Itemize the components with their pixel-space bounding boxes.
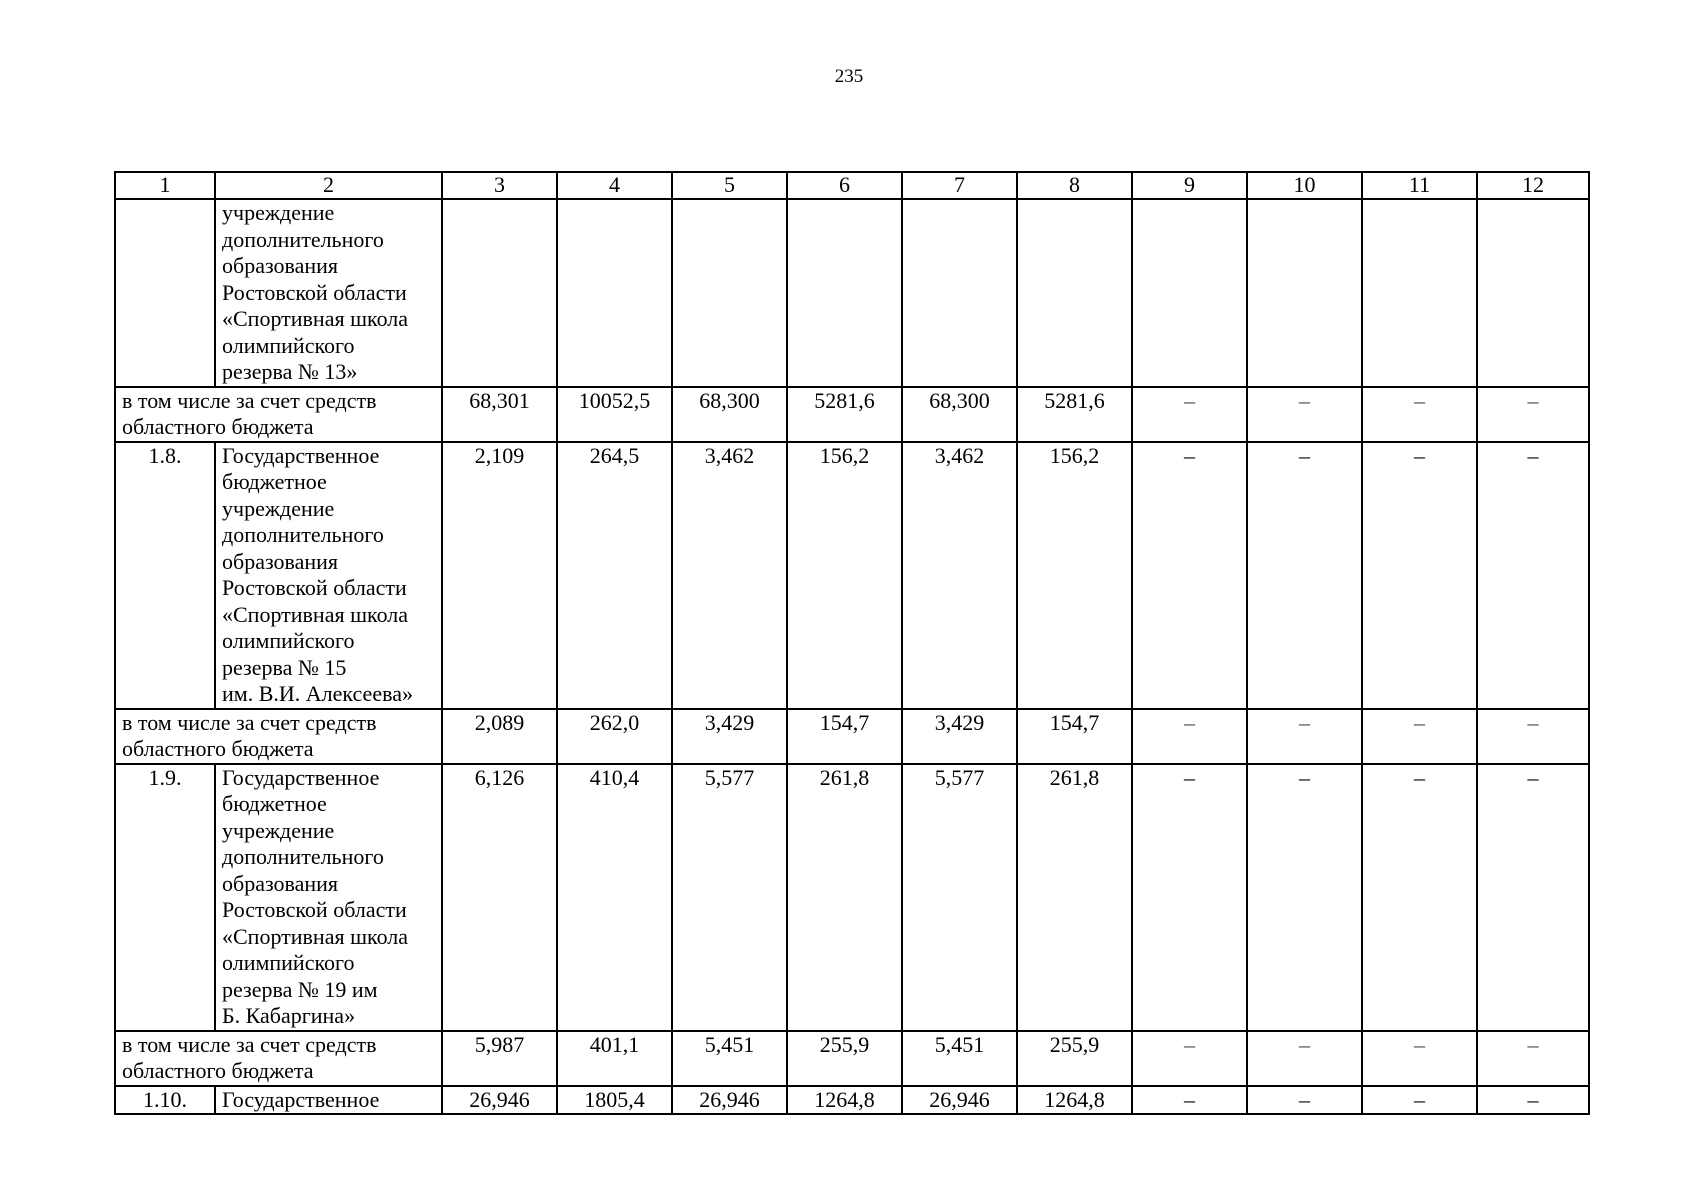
column-number-11: 11 — [1362, 172, 1477, 199]
value-cell-col-3: 6,126 — [442, 764, 557, 1031]
value-cell-col-11: – — [1362, 1031, 1477, 1086]
column-number-4: 4 — [557, 172, 672, 199]
value-cell-col-11: – — [1362, 709, 1477, 764]
value-cell-col-11: – — [1362, 442, 1477, 709]
value-cell-col-5: 3,429 — [672, 709, 787, 764]
value-cell-col-4: 262,0 — [557, 709, 672, 764]
value-cell-col-7: 68,300 — [902, 387, 1017, 442]
value-cell-col-8: 156,2 — [1017, 442, 1132, 709]
value-cell-col-9: – — [1132, 442, 1247, 709]
value-cell-col-5: 26,946 — [672, 1086, 787, 1115]
row-label-cell: в том числе за счет средств областного бюджета — [115, 709, 442, 764]
empty-cell — [1477, 199, 1589, 387]
value-cell-col-6: 154,7 — [787, 709, 902, 764]
value-cell-col-4: 264,5 — [557, 442, 672, 709]
value-cell-col-4: 1805,4 — [557, 1086, 672, 1115]
value-cell-col-9: – — [1132, 1086, 1247, 1115]
institution-row — [115, 1086, 1589, 1115]
value-cell-col-6: 1264,8 — [787, 1086, 902, 1115]
value-cell-col-4: 410,4 — [557, 764, 672, 1031]
value-cell-col-11: – — [1362, 1086, 1477, 1115]
empty-cell — [672, 199, 787, 387]
value-cell-col-10: – — [1247, 1031, 1362, 1086]
regional-budget-row — [115, 1031, 1589, 1086]
value-cell-col-7: 26,946 — [902, 1086, 1017, 1115]
empty-cell — [1132, 199, 1247, 387]
value-cell-col-10: – — [1247, 764, 1362, 1031]
value-cell-col-8: 1264,8 — [1017, 1086, 1132, 1115]
value-cell-col-10: – — [1247, 709, 1362, 764]
column-number-7: 7 — [902, 172, 1017, 199]
column-number-6: 6 — [787, 172, 902, 199]
value-cell-col-9: – — [1132, 764, 1247, 1031]
value-cell-col-8: 261,8 — [1017, 764, 1132, 1031]
institution-name-cell: учреждение дополнительного образования Ростовской области «Спортивная школа олимпийского резерва № 13» — [215, 199, 442, 387]
value-cell-col-8: 154,7 — [1017, 709, 1132, 764]
value-cell-col-9: – — [1132, 709, 1247, 764]
empty-cell — [902, 199, 1017, 387]
value-cell-col-6: 156,2 — [787, 442, 902, 709]
column-number-9: 9 — [1132, 172, 1247, 199]
column-number-1: 1 — [115, 172, 215, 199]
value-cell-col-12: – — [1477, 764, 1589, 1031]
value-cell-col-10: – — [1247, 442, 1362, 709]
value-cell-col-11: – — [1362, 764, 1477, 1031]
value-cell-col-8: 255,9 — [1017, 1031, 1132, 1086]
value-cell-col-3: 2,089 — [442, 709, 557, 764]
empty-cell — [1247, 199, 1362, 387]
value-cell-col-7: 5,451 — [902, 1031, 1017, 1086]
budget-table — [114, 171, 1590, 1115]
value-cell-col-3: 26,946 — [442, 1086, 557, 1115]
column-number-3: 3 — [442, 172, 557, 199]
value-cell-col-5: 5,577 — [672, 764, 787, 1031]
value-cell-col-7: 3,429 — [902, 709, 1017, 764]
empty-cell — [787, 199, 902, 387]
value-cell-col-5: 3,462 — [672, 442, 787, 709]
value-cell-col-8: 5281,6 — [1017, 387, 1132, 442]
value-cell-col-12: – — [1477, 387, 1589, 442]
institution-name-cell: Государственное бюджетное учреждение дополнительного образования Ростовской области «Спортивная школа олимпийского резерва № 15 им. В.И. Алексеева» — [215, 442, 442, 709]
column-number-10: 10 — [1247, 172, 1362, 199]
value-cell-col-6: 255,9 — [787, 1031, 902, 1086]
value-cell-col-5: 68,300 — [672, 387, 787, 442]
empty-cell — [1362, 199, 1477, 387]
value-cell-col-11: – — [1362, 387, 1477, 442]
row-number-cell — [115, 199, 215, 387]
value-cell-col-7: 3,462 — [902, 442, 1017, 709]
value-cell-col-10: – — [1247, 1086, 1362, 1115]
institution-name-cell: Государственное — [215, 1086, 442, 1115]
value-cell-col-7: 5,577 — [902, 764, 1017, 1031]
value-cell-col-9: – — [1132, 1031, 1247, 1086]
value-cell-col-6: 5281,6 — [787, 387, 902, 442]
row-number-cell: 1.8. — [115, 442, 215, 709]
value-cell-col-3: 68,301 — [442, 387, 557, 442]
column-number-8: 8 — [1017, 172, 1132, 199]
row-label-cell: в том числе за счет средств областного бюджета — [115, 1031, 442, 1086]
value-cell-col-12: – — [1477, 1031, 1589, 1086]
empty-cell — [557, 199, 672, 387]
column-number-2: 2 — [215, 172, 442, 199]
table-body — [115, 172, 1589, 1114]
value-cell-col-9: – — [1132, 387, 1247, 442]
empty-cell — [442, 199, 557, 387]
institution-row — [115, 764, 1589, 1031]
value-cell-col-12: – — [1477, 442, 1589, 709]
value-cell-col-4: 10052,5 — [557, 387, 672, 442]
column-number-12: 12 — [1477, 172, 1589, 199]
value-cell-col-3: 2,109 — [442, 442, 557, 709]
column-number-row — [115, 172, 1589, 199]
value-cell-col-12: – — [1477, 1086, 1589, 1115]
institution-name-cell: Государственное бюджетное учреждение дополнительного образования Ростовской области «Спортивная школа олимпийского резерва № 19 им Б. Кабаргина» — [215, 764, 442, 1031]
value-cell-col-12: – — [1477, 709, 1589, 764]
value-cell-col-4: 401,1 — [557, 1031, 672, 1086]
value-cell-col-10: – — [1247, 387, 1362, 442]
regional-budget-row — [115, 709, 1589, 764]
value-cell-col-3: 5,987 — [442, 1031, 557, 1086]
value-cell-col-5: 5,451 — [672, 1031, 787, 1086]
regional-budget-row — [115, 387, 1589, 442]
row-number-cell: 1.9. — [115, 764, 215, 1031]
institution-row — [115, 442, 1589, 709]
page-number: 235 — [834, 66, 864, 87]
column-number-5: 5 — [672, 172, 787, 199]
row-number-cell: 1.10. — [115, 1086, 215, 1115]
row-label-cell: в том числе за счет средств областного бюджета — [115, 387, 442, 442]
continuation-row — [115, 199, 1589, 387]
empty-cell — [1017, 199, 1132, 387]
value-cell-col-6: 261,8 — [787, 764, 902, 1031]
